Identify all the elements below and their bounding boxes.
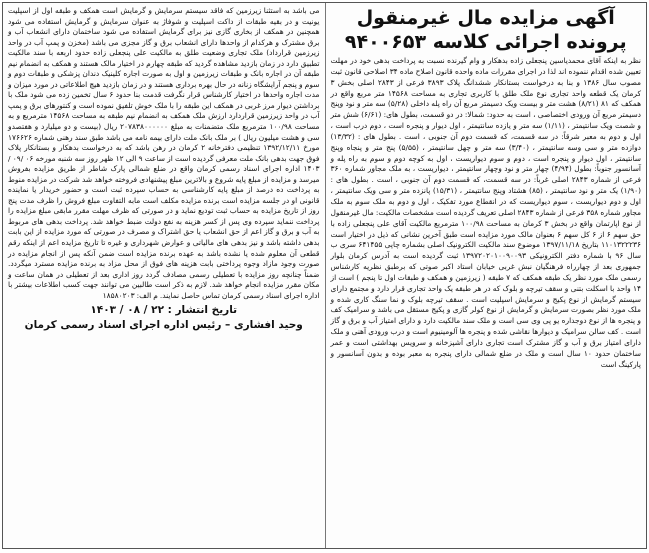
left-column bbox=[3, 3, 325, 548]
right-column-text: نظر به اینکه آقای محمدیاسین پنجعلی زاده بدهکار و وام گیرنده نسبت به پرداخت بدهی خود در مهلت تعیین شده اقدام ننموده اند لذا در اجرای مقررات ماده واحده قانون اصلاح ماده ۳۴ اصلاحی قانون ثبت مصوب سال ۱۳۸۶ و بنا به درخواست بستانکار ششدانگ پلاک ۳۸۹۳ فرعی از ۲۸۴۳ اصلی بخش ۳ کرمان یک قطعه واحد تجاری نوع ملک طلق با کاربری تجاری به مساحت ۱۴۵۶۸ متر مربع واقع در همکف که ۸۱ (۸/۲۱) هشت متر و بیست ویک دسیمتر مربع آن راه پله داخلی (۵/۲۸) سه متر و نود وپنج دسیمتر مربع آن ورودی اختصاصی ، است به حدود: شمالا: در دو قسمت، بطول های: (۶/۶۱) شش متر و شصت ویک سانتیمتر ، (۱/۱۱) سه متر و یازده سانتیمتر ، اول دیوار و پنجره است ، دوم درب است ، اول و دوم به معبر شرقاً: در سه قسمت، که قسمت دوم آن جنوبی ، است . بطول های : (۱۳/۳۲) دوازده متر و سی وسه سانتیمتر ، (۳/۴۰) سه متر و چهل سانتیمتر ، (۵/۵۵) پنج متر و پنجاه وپنج سانتیمتر ، اول دیوار و پنجره است ، دوم و سوم دیواریست ، اول به کوچه دوم و سوم به راه پله و آسانسور جنوباً: بطول (۴/۹۴) چهار متر و نود وچهار سانتیمتر ، دیواریست ، به ملک مجاور شماره ۳۶۰ فرعی از شماره ۲۸۴۳ اصلی غرباً: در سه قسمت، که قسمت دوم آن جنوبی ، است . بطول های : (۱/۹۰) یک متر و نود سانتیمتر ، (۸۵) هشتاد وپنج سانتیمتر ، (۱۵/۳۱) پانزده متر و سی ویک سانتیمتر ، اول و دوم دیواریست ، سوم دیواریست که در انقطاع مورد تفکیک ، اول و دوم به ملک سوم به ملک مجاور شماره ۳۵۸ فرعی از شماره ۲۸۴۳ اصلی تعریف گردیده است مشخصات مالکیت: مال غیرمنقول از نوع اپارتمان واقع در بخش ۳ کرمان به مساحت ۱۰۰/۹۸ مترمربع مالکیت آقای علی پنجعلی زاده با حق سهم ۶ از ۶ کل سهم ۶ بعنوان مالک مورد مزایده است طبق آخرین نشانی که ذیل در اختیار است ۱۱۰۱۳۲۲۲۳۶ بتاریخ ۱۳۹۷/۱۱/۱۸ موضوع سند مالکیت الکترونیک اصلی بشماره چاپی ۶۴۱۴۵۵ سری ب سال ۹۶ با شماره دفتر الکترونیکی ۱۳۹۷۲۰۲۰۱۰۰۹۰۰۹۳ ثبت گردیده است به آدرس کرمان بلوار جمهوری بعد از چهارراه فرهنگیان نبش غربی خیابان استاد اکبر صوتی که برطبق نظریه کارشناس رسمی ملک مورد نظر یک طبقه همکف که ۷ طبقه ( زیرزمین و همکف و طبقات اول تا پنجم ) است از ۱۴ واحد با اسکلت بتنی و سقف تیرچه و بلوک که در هر طبقه یک واحد تجاری قرار دارد و مجتمع دارای سیستم گرمایش از نوع پکیج و سرمایش اسپلیت است . سقف تیرچه بلوک و نما سنگ کاری شده و ملک مورد نظر بصورت سرمایش و گرمایش از نوع کولر گازی و پکیج مستقل می باشد و سرامیک کف و پنجره ها از نوع دوجداره یو پی وی سی است و ملک سند مالکیت دارد و دارای امتیاز آب و برق و گاز است . کف سالن سرامیک و دیوارها نقاشی شده و پنجره ها آلومینیوم است و درب ورودی آهنی و ملک دارای امتیاز برق و آب و گاز مشترک است تجاری دارای آشپزخانه و سرویس بهداشتی است و عمر ساختمان حدود ۱۰ سال است و ملک در ضلع شمالی دارای پنجره به معبر بوده و بدون آسانسور و پارکینگ است bbox=[330, 56, 642, 369]
publication-date: تاریخ انتشار : ۲۲ / ۰۸ / ۱۴۰۳ bbox=[90, 304, 238, 317]
auction-notice bbox=[2, 2, 647, 549]
signature-line: وحید افشاری – رئیس اداره اجرای اسناد رسمی کرمان bbox=[24, 319, 303, 332]
title-block bbox=[331, 6, 642, 54]
file-number-line: پرونده اجرائی کلاسه ۹۴۰۰۶۵۳ bbox=[344, 31, 627, 53]
left-column-text: می باشد به استثنا زیرزمین که فاقد سیستم سرمایش و گرمایش است همکف و طبقه اول از اسپلیت یونیت و در بقیه طبقات از داکت اسپلیت و شوفاژ به عنوان سرمایش و گرمایش استفاده می شود همچنین در همکف از بخاری گازی نیز برای گرمایش استفاده می شود ساختمان دارای انشعاب آب و برق مشترک و هرکدام از واحدها دارای انشعاب برق و گاز مجزی می باشد (مخزن و پمپ آب در واحد زیرزمین قرارداد) ملک تجاری وضعیت طلق به مالکیت علی پنجعلی زاده حدود اربعه با سند مالکیت تطبیق دارد در زمان بازدید مشاهده گردید که طبقه چهارم در اختیار مالک هستند و همکف به انضمام نیم طبقه آن در اجاره بانک و طبقات زیرزمین و اول به صورت اجاره کلینیک دندان پزشکی و طبقات دوم و سوم و پنجم آرایشگاه زنانه در حال بهره برداری هستند و در زمان بازدید هیچ اطلاعاتی در مورد میزان و مدت اجاره واحدها در اختیار کارشناس قرار نگرفت قدمت بنا حدود ۶ سال تخمین زده می شود ملک با برداشتن دیوار مرز غربی در همکف این طبقه را با ملک خوش تلفیق نموده است و کنتورهای برق و پمپ آب در واحد زیرزمین قراردارد ارزش ملک همکف به انضمام نیم طبقه به مساحت ۱۴۵۶۸ مترمربع و به مساحت ۱۰۰/۹۸ مترمربع ملک متضمنات به مبلغ ۲۰۷۸۳۸۰۰۰۰۰۰ ریال (بیست و دو میلیارد و هفتصدو سی و هشت میلیون ریال ) بر ملک بانک ملت دارای بیمه نامه می باشد طبق سند رهنی شماره ۱۷۶۶۲۶ مورخ ۱۳۹۲/۱۲/۱۱ تنظیمی دفترخانه ۲ کرمان در رهن باشد که به درخواست بدهکار و بستانکار پلاک فوق جهت بدهی بانک ملت معرفی گردیده است از ساعت ۹ الی ۱۲ ظهر روز سه شنبه مورخه ۰۶ /۰۹ /۱۴۰۳ اداره اجرای اسناد رسمی کرمان واقع در ضلع شمالی پارک شاطر از طریق مزایده بفروش میرسد و مزایده از مبلغ پایه شروع و بالاترین مبلغ پیشنهادی فروخته خواهد شد شرکت در مزایده منوط به پرداخت ده درصد از مبلغ پایه کارشناسی به حساب سپرده ثبت است و حضور خریدار یا نماینده قانونی او در جلسه مزایده است برنده مزایده مکلف است مابه التفاوت مبلغ فروش را ظرف مدت پنج روز از تاریخ مزایده به حساب ثبت تودیع نماید و در صورتی که ظرف مهلت مقرر مابقی مبلغ مزایده را پرداخت ننماید سپرده وی پس از کسر هزینه به نفع دولت ضبط خواهد شد. پرداخت بدهی های مربوط به آب و برق و گاز اعم از حق انشعاب یا حق اشتراک و مصرف در صورتی که مورد مزایده از این بابت بدهی داشته باشد و نیز بدهی های مالیاتی و عوارض شهرداری و غیره تا تاریخ مزایده اعم از اینکه رقم قطعی آن معلوم شده یا نشده باشد به عهده برنده مزایده است ضمن آنکه پس از انجام مزایده در صورت وجود مازاد وجوه پرداختی بابت هزینه های فوق از محل مزاد به برنده مزایده مسترد میگردد. ضمناً چنانچه روز مزایده با تعطیلی رسمی مصادف گردد روز اداری بعد از تعطیلی در همان ساعت و مکان مقرر مزایده انجام خواهد شد. لازم به ذکر است طالبین می توانند جهت کسب اطلاعات بیشتر با اداره اجرای اسناد رسمی کرمان تماس حاصل نمایند. م الف: ۱۸۵۸۰۲۰۳ bbox=[8, 6, 320, 300]
right-column bbox=[325, 3, 647, 548]
notice-title: آگهی مزایده مال غیرمنقول bbox=[356, 7, 615, 29]
